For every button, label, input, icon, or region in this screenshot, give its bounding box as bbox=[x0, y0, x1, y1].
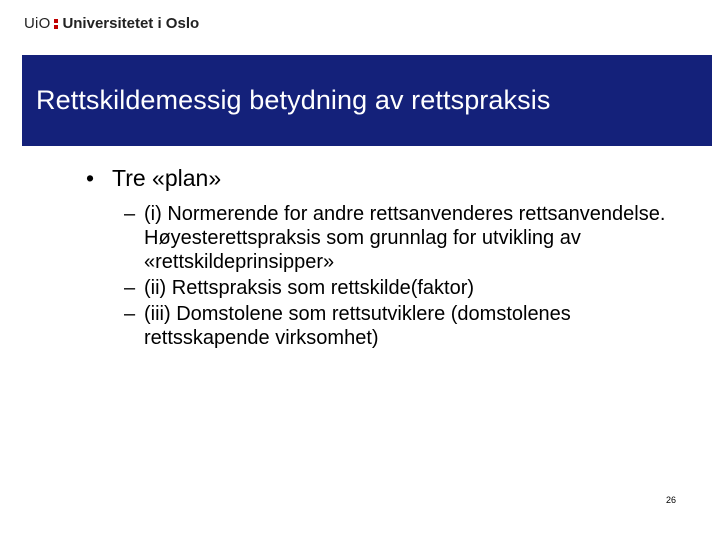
bullet-text: Tre «plan» bbox=[112, 165, 222, 191]
dash-icon: – bbox=[124, 203, 136, 225]
logo-name: Universitetet i Oslo bbox=[62, 15, 200, 32]
sub-item-2 bbox=[124, 276, 686, 300]
logo-mark-icon bbox=[54, 17, 58, 31]
dash-icon: – bbox=[124, 277, 136, 299]
sub-item-1 bbox=[124, 202, 686, 274]
dash-icon: – bbox=[124, 303, 136, 325]
sub-item-text: (ii) Rettspraksis som rettskilde(faktor) bbox=[144, 277, 475, 299]
sub-list bbox=[124, 202, 686, 350]
sub-item-text: (i) Normerende for andre rettsanvenderes rettsanvendelse. Høyesterettspraksis som grunnlag for utvikling av «rettskildeprinsipper» bbox=[144, 203, 666, 273]
uio-logo bbox=[24, 14, 199, 34]
bullet-icon: • bbox=[86, 165, 95, 191]
title-bar bbox=[22, 55, 712, 146]
slide-content bbox=[86, 164, 686, 352]
slide-title: Rettskildemessig betydning av rettspraksis bbox=[36, 85, 551, 115]
bullet-item bbox=[86, 164, 686, 192]
logo-short: UiO bbox=[24, 15, 51, 32]
page-number: 26 bbox=[666, 495, 677, 505]
sub-item-text: (iii) Domstolene som rettsutviklere (domstolenes rettsskapende virksomhet) bbox=[144, 303, 571, 349]
sub-item-3 bbox=[124, 302, 686, 350]
